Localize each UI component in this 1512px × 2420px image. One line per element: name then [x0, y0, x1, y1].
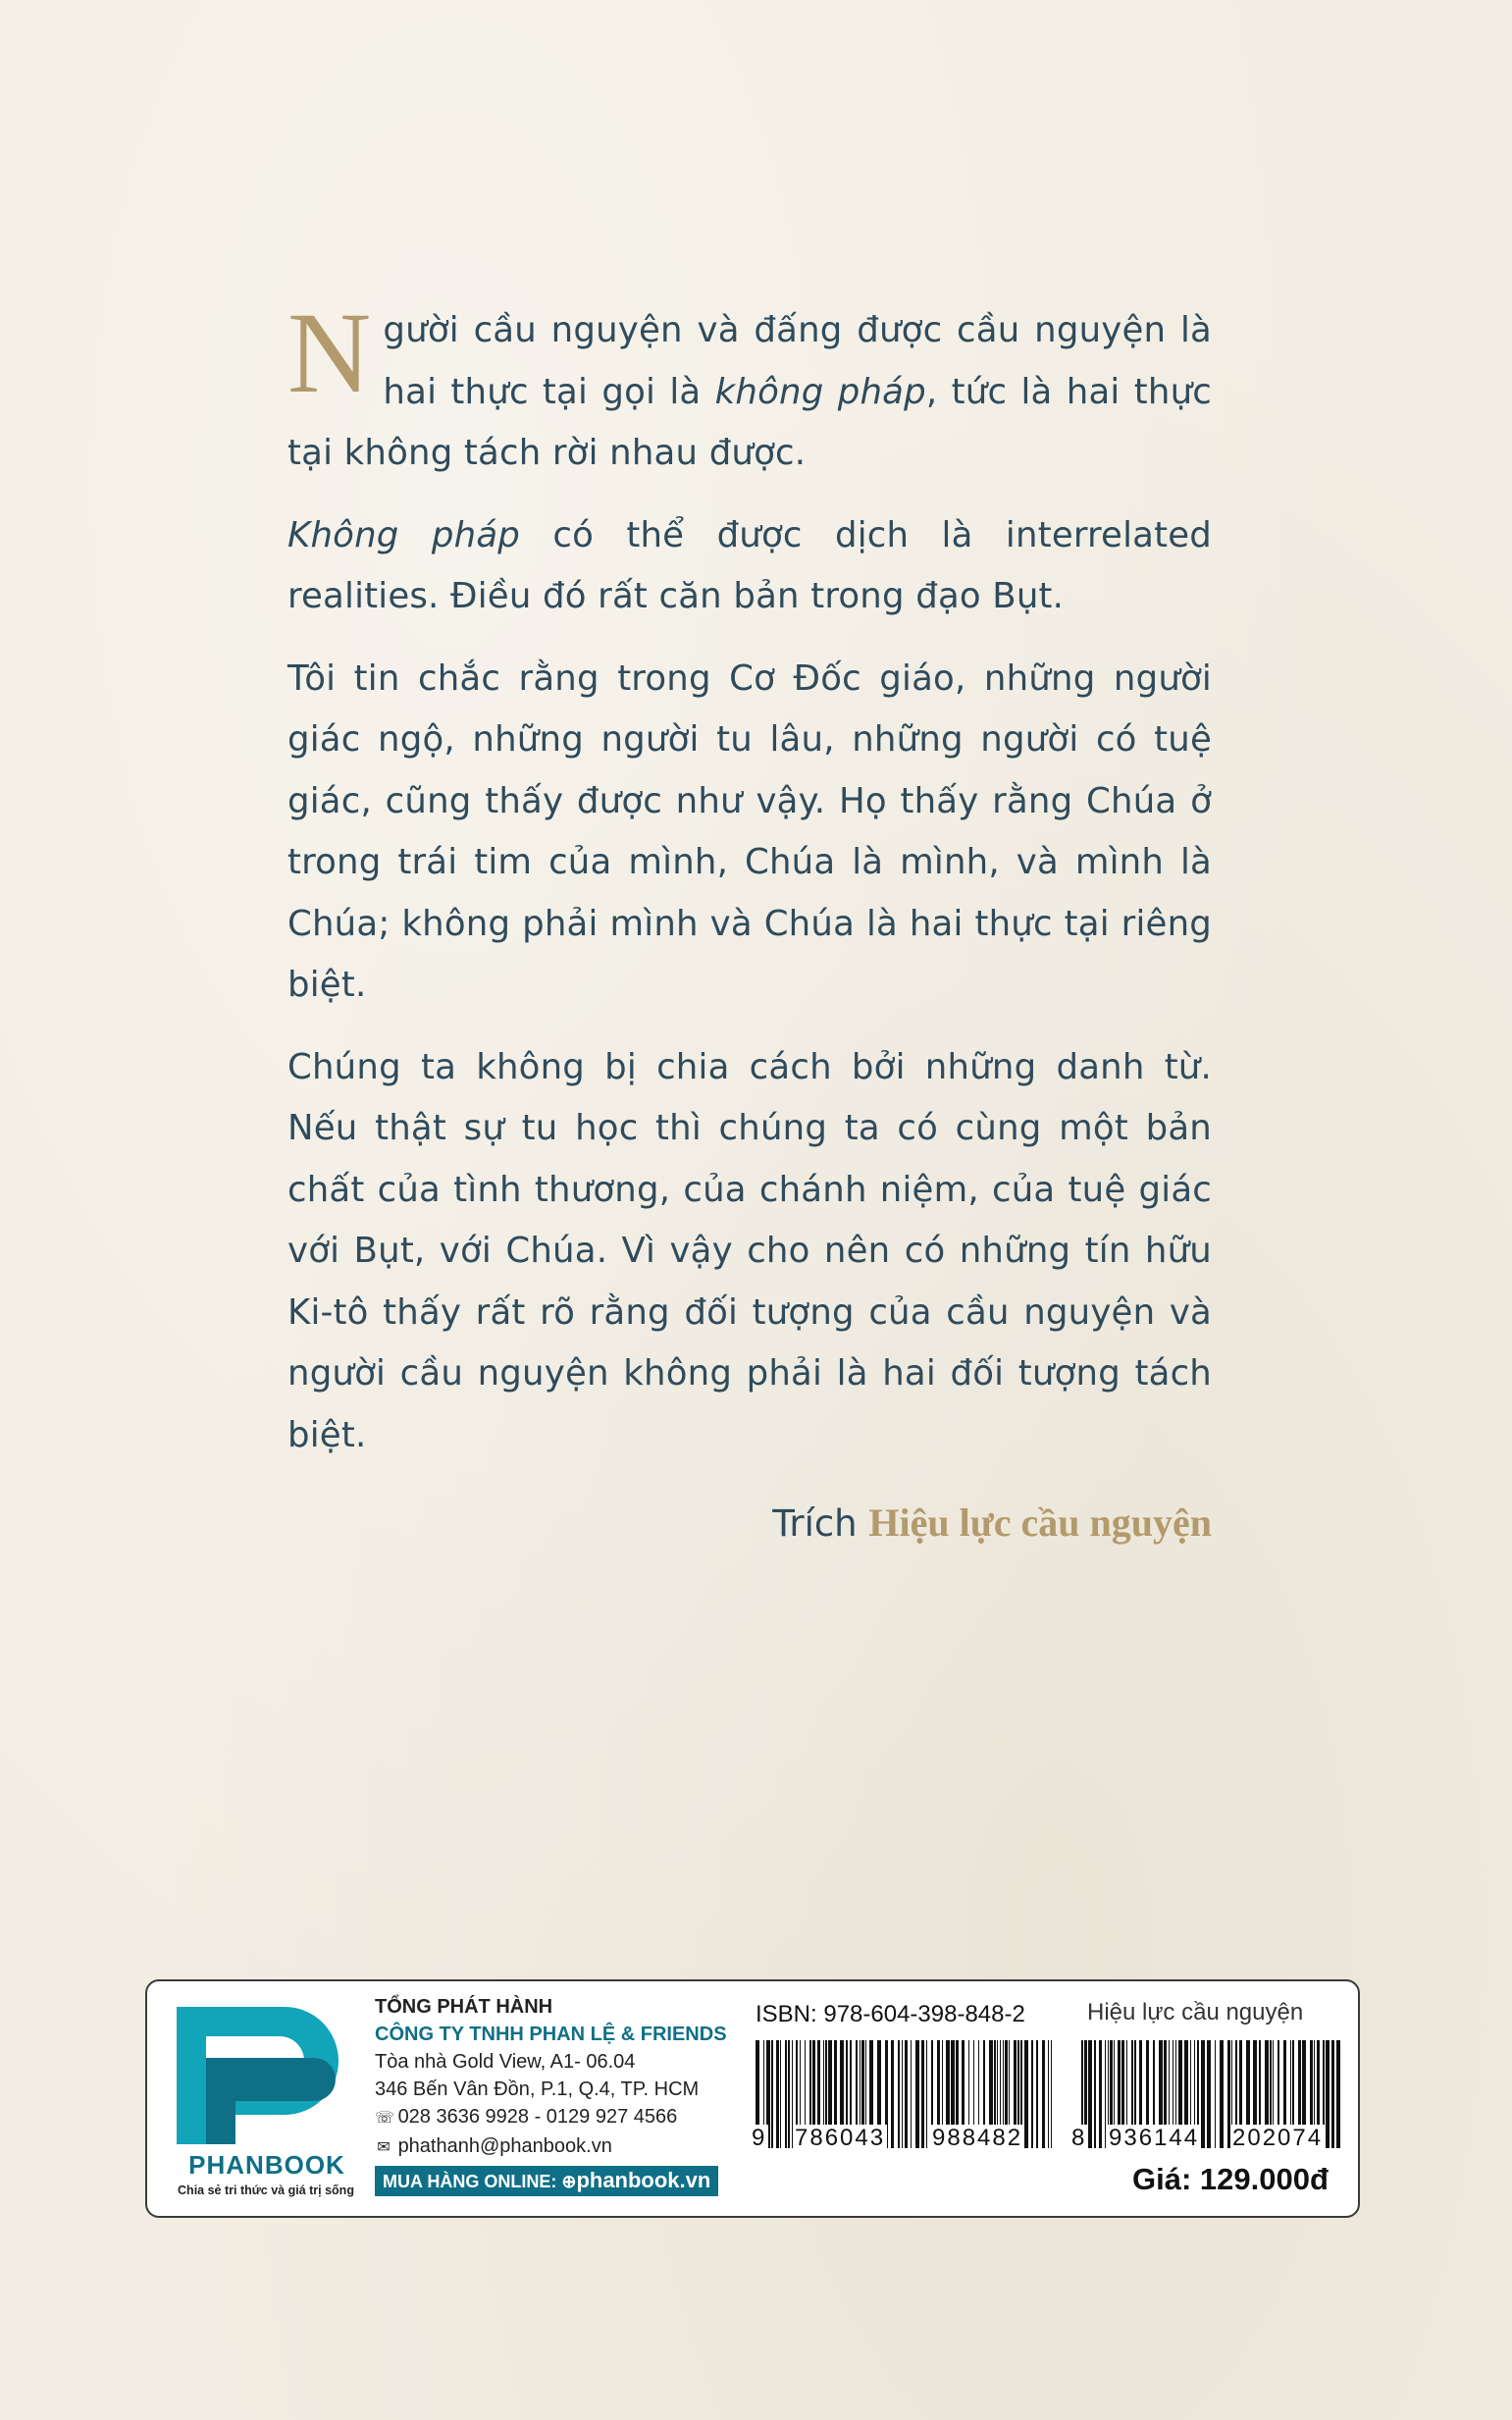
address-line-2: 346 Bến Vân Đồn, P.1, Q.4, TP. HCM — [375, 2078, 700, 2100]
logo-wordmark: PHANBOOK — [188, 2150, 345, 2180]
mail-icon: ✉ — [377, 2139, 391, 2156]
book-title-label: Hiệu lực cầu nguyện — [1087, 1999, 1304, 2025]
email-address: phathanh@phanbook.vn — [397, 2135, 612, 2157]
drop-cap: N — [287, 289, 372, 417]
distributor-heading: TỔNG PHÁT HÀNH — [375, 1996, 553, 2018]
paragraph-2-tail: có thể được dịch là interrelated realities. Điều đó rất căn bản trong đạo Bụt. — [287, 514, 1212, 616]
paragraph-2-emphasis: Không pháp — [287, 514, 521, 555]
globe-icon: ⊕ — [561, 2172, 577, 2191]
citation-prefix: Trích — [772, 1502, 869, 1545]
paragraph-1-lead: gười cầu nguyện và đấng được cầu nguyện là hai thực tại gọi là — [383, 310, 1212, 412]
paragraph-2 — [287, 505, 1212, 628]
paragraph-3: Tôi tin chắc rằng trong Cơ Đốc giáo, những người giác ngộ, những người tu lâu, những người có tuệ giác, cũng thấy được như vậy. Họ thấy rằng Chúa ở trong trái tim của mình, Chúa là mình, và mình là Chúa; không phải mình và Chúa là hai thực tại riêng biệt. — [287, 658, 1212, 1005]
phone-icon: ☏ — [375, 2110, 395, 2127]
online-site: phanbook.vn — [576, 2168, 711, 2192]
citation-book-title: Hiệu lực cầu nguyện — [868, 1500, 1212, 1545]
company-name: CÔNG TY TNHH PHAN LỆ & FRIENDS — [375, 2024, 727, 2045]
paragraph-1-emphasis: không pháp — [714, 371, 926, 412]
citation — [772, 1496, 1212, 1552]
ean-digit-group-2: 202074 — [1232, 2125, 1324, 2151]
excerpt-text — [287, 289, 1212, 1487]
phone-number: 028 3636 9928 - 0129 927 4566 — [397, 2106, 678, 2128]
ean-digit-group-1: 936144 — [1109, 2125, 1200, 2151]
ean-digit-lead: 8 — [1071, 2125, 1087, 2151]
paragraph-4: Chúng ta không bị chia cách bởi những danh từ. Nếu thật sự tu học thì chúng ta có cùng một bản chất của tình thương, của chánh niệm, của tuệ giác với Bụt, với Chúa. Vì vậy cho nên có những tín hữu Ki-tô thấy rất rõ rằng đối tượng của cầu nguyện và người cầu nguyện không phải là hai đối tượng tách biệt. — [287, 1046, 1212, 1455]
address-line-1: Tòa nhà Gold View, A1- 06.04 — [375, 2051, 636, 2073]
isbn-label: ISBN: 978-604-398-848-2 — [756, 2001, 1025, 2027]
logo-tagline: Chia sẻ tri thức và giá trị sống — [178, 2183, 354, 2197]
isbn-digit-group-1: 786043 — [795, 2125, 886, 2151]
paragraph-1 — [287, 289, 1212, 485]
paragraph-1-tail: , tức là hai thực tại không tách rời nhau được. — [287, 371, 1212, 473]
isbn-digit-lead: 9 — [752, 2125, 767, 2151]
online-label: MUA HÀNG ONLINE: — [383, 2172, 557, 2191]
price-label: Giá: 129.000đ — [1132, 2162, 1329, 2196]
publisher-info-box — [145, 1979, 1360, 2218]
isbn-digit-group-2: 988482 — [932, 2125, 1023, 2151]
online-shop-banner — [375, 2166, 718, 2196]
